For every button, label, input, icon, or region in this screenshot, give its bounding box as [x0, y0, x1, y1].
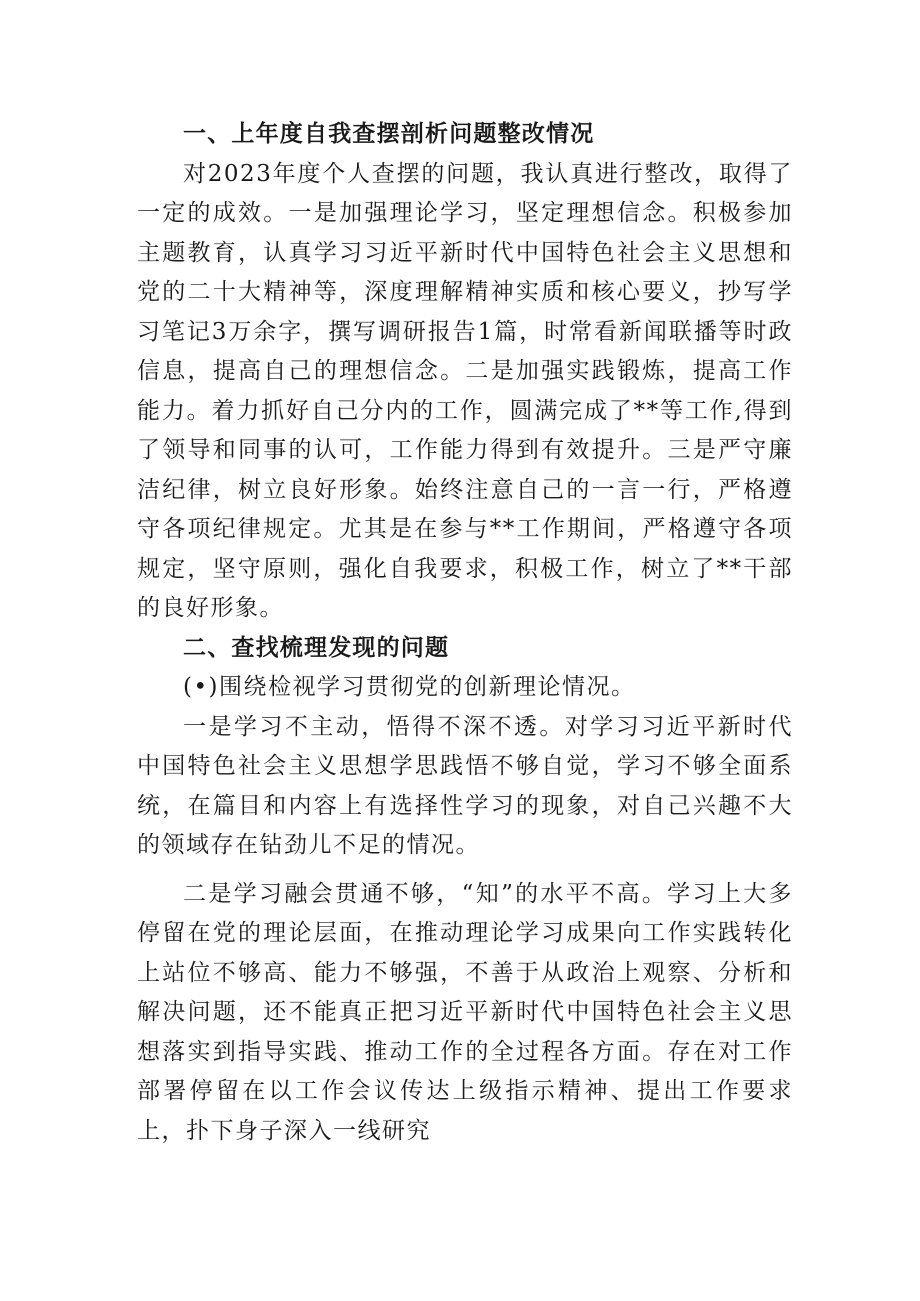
section-heading-1: 一、上年度自我查摆剖析问题整改情况 — [183, 121, 595, 147]
subheading-theory-study: (•)围绕检视学习贯彻党的创新理论情况。 — [183, 674, 636, 700]
section-heading-2: 二、查找梳理发现的问题 — [183, 634, 450, 661]
document-body — [137, 115, 793, 1151]
paragraph-rectification: 对2023年度个人查摆的问题，我认真进行整改，取得了一定的成效。一是加强理论学习，坚定理想信念。积极参加主题教育，认真学习习近平新时代中国特色社会主义思想和党的二十大精神等，深度理解精神实质和核心要义，抄写学习笔记3万余字，撰写调研报告1篇，时常看新闻联播等时政信息，提高自己的理想信念。二是加强实践锻炼，提高工作能力。着力抓好自己分内的工作，圆满完成了**等工作,得到了领导和同事的认可，工作能力得到有效提升。三是严守廉洁纪律，树立良好形象。始终注意自己的一言一行，严格遵守各项纪律规定。尤其是在参与**工作期间，严格遵守各项规定，坚守原则，强化自我要求，积极工作，树立了**干部的良好形象。 — [137, 160, 793, 621]
paragraph-problem-1: 一是学习不主动，悟得不深不透。对学习习近平新时代中国特色社会主义思想学思践悟不够自觉，学习不够全面系统，在篇目和内容上有选择性学习的现象，对自己兴趣不大的领域存在钻劲儿不足的情况。 — [137, 713, 793, 858]
paragraph-problem-2: 二是学习融会贯通不够，“知”的水平不高。学习上大多停留在党的理论层面，在推动理论学习成果向工作实践转化上站位不够高、能力不够强，不善于从政治上观察、分析和解决问题，还不能真正把习近平新时代中国特色社会主义思想落实到指导实践、推动工作的全过程各方面。存在对工作部署停留在以工作会议传达上级指示精神、提出工作要求上，扑下身子深入一线研究 — [137, 880, 793, 1144]
